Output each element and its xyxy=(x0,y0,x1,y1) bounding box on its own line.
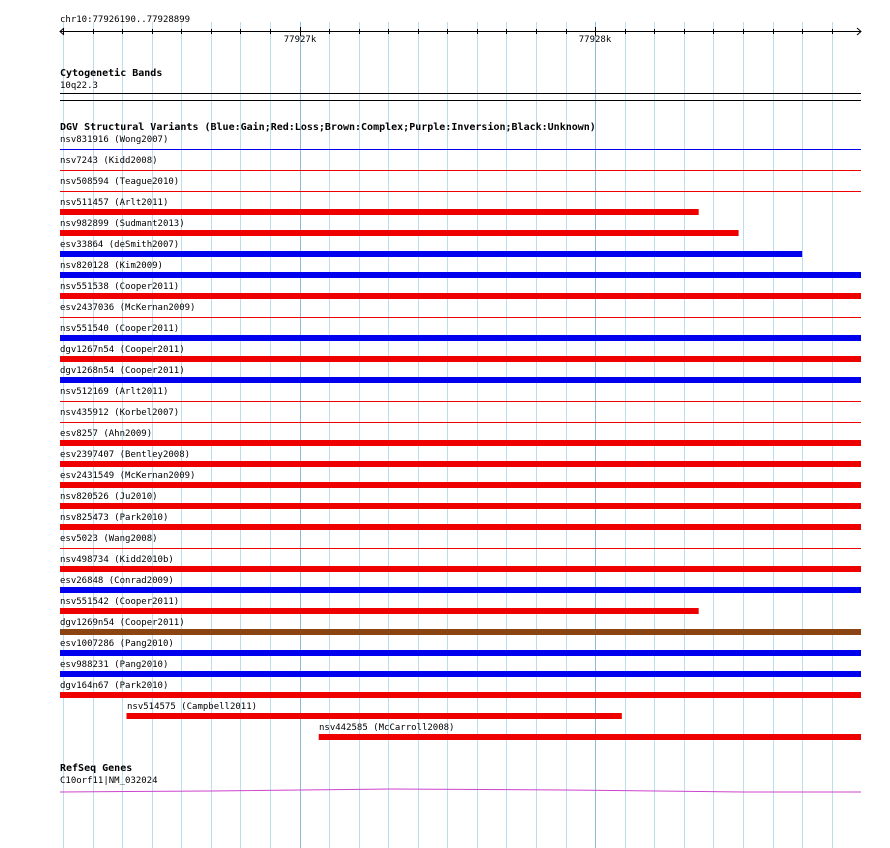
variant-label[interactable]: nsv820526 (Ju2010) xyxy=(60,492,158,502)
variant-label[interactable]: nsv820128 (Kim2009) xyxy=(60,261,163,271)
variant-label[interactable]: nsv512169 (Arlt2011) xyxy=(60,387,169,397)
variant-label[interactable]: nsv442585 (McCarroll2008) xyxy=(319,723,455,733)
variant-label[interactable]: dgv1268n54 (Cooper2011) xyxy=(60,366,185,376)
variant-label[interactable]: nsv825473 (Park2010) xyxy=(60,513,169,523)
locus-label: chr10:77926190..77928899 xyxy=(60,15,191,25)
variant-bar xyxy=(60,503,861,509)
variant-bar xyxy=(60,209,699,215)
variant-bar xyxy=(60,356,861,362)
variant-bar xyxy=(60,650,861,656)
variant-bar xyxy=(60,293,861,299)
variant-bar xyxy=(60,587,861,593)
variant-label[interactable]: nsv551542 (Cooper2011) xyxy=(60,597,180,607)
variant-bar xyxy=(60,482,861,488)
variant-bar xyxy=(60,335,861,341)
ruler-tick-label: 77928k xyxy=(578,35,612,45)
variant-label[interactable]: dgv1267n54 (Cooper2011) xyxy=(60,345,185,355)
variant-bar xyxy=(60,608,699,614)
cytoband-label: 10q22.3 xyxy=(60,81,98,91)
variant-bar xyxy=(60,692,861,698)
variant-bar xyxy=(127,713,622,719)
variant-bar xyxy=(60,566,861,572)
variant-label[interactable]: nsv551540 (Cooper2011) xyxy=(60,324,180,334)
variant-label[interactable]: esv988231 (Pang2010) xyxy=(60,660,169,670)
variant-label[interactable]: esv1007286 (Pang2010) xyxy=(60,639,174,649)
variant-label[interactable]: esv33864 (deSmith2007) xyxy=(60,240,180,250)
variant-bar xyxy=(60,377,861,383)
variant-label[interactable]: esv8257 (Ahn2009) xyxy=(60,429,153,439)
variant-label[interactable]: nsv435912 (Korbel2007) xyxy=(60,408,180,418)
variant-bar xyxy=(60,251,802,257)
variant-label[interactable]: nsv831916 (Wong2007) xyxy=(60,135,169,145)
variant-label[interactable]: esv2431549 (McKernan2009) xyxy=(60,471,196,481)
variant-label[interactable]: esv26848 (Conrad2009) xyxy=(60,576,174,586)
variant-bar xyxy=(60,629,861,635)
variant-bar xyxy=(60,461,861,467)
variant-label[interactable]: esv2437036 (McKernan2009) xyxy=(60,303,196,313)
refseq-gene-line xyxy=(60,789,861,792)
cytoband-track-title: Cytogenetic Bands xyxy=(60,68,163,79)
variant-bar xyxy=(60,671,861,677)
refseq-track-title: RefSeq Genes xyxy=(60,763,133,774)
variant-label[interactable]: dgv1269n54 (Cooper2011) xyxy=(60,618,185,628)
variant-bar xyxy=(319,734,861,740)
variant-label[interactable]: nsv982899 (Sudmant2013) xyxy=(60,219,185,229)
variant-bar xyxy=(60,230,739,236)
dgv-track-title: DGV Structural Variants (Blue:Gain;Red:Loss;Brown:Complex;Purple:Inversion;Black:Unknown) xyxy=(60,122,596,133)
variant-label[interactable]: dgv164n67 (Park2010) xyxy=(60,681,169,691)
variant-bar xyxy=(60,524,861,530)
variant-bar xyxy=(60,440,861,446)
variant-label[interactable]: nsv511457 (Arlt2011) xyxy=(60,198,169,208)
variant-label[interactable]: nsv508594 (Teague2010) xyxy=(60,177,180,187)
variant-label[interactable]: esv5023 (Wang2008) xyxy=(60,534,158,544)
variant-label[interactable]: esv2397407 (Bentley2008) xyxy=(60,450,191,460)
variant-label[interactable]: nsv551538 (Cooper2011) xyxy=(60,282,180,292)
variant-bar xyxy=(60,272,861,278)
variant-label[interactable]: nsv498734 (Kidd2010b) xyxy=(60,555,174,565)
refseq-gene-label: C10orf11|NM_032024 xyxy=(60,776,158,786)
ruler-tick-label: 77927k xyxy=(283,35,317,45)
variant-label[interactable]: nsv514575 (Campbell2011) xyxy=(127,702,258,712)
variant-label[interactable]: nsv7243 (Kidd2008) xyxy=(60,156,158,166)
